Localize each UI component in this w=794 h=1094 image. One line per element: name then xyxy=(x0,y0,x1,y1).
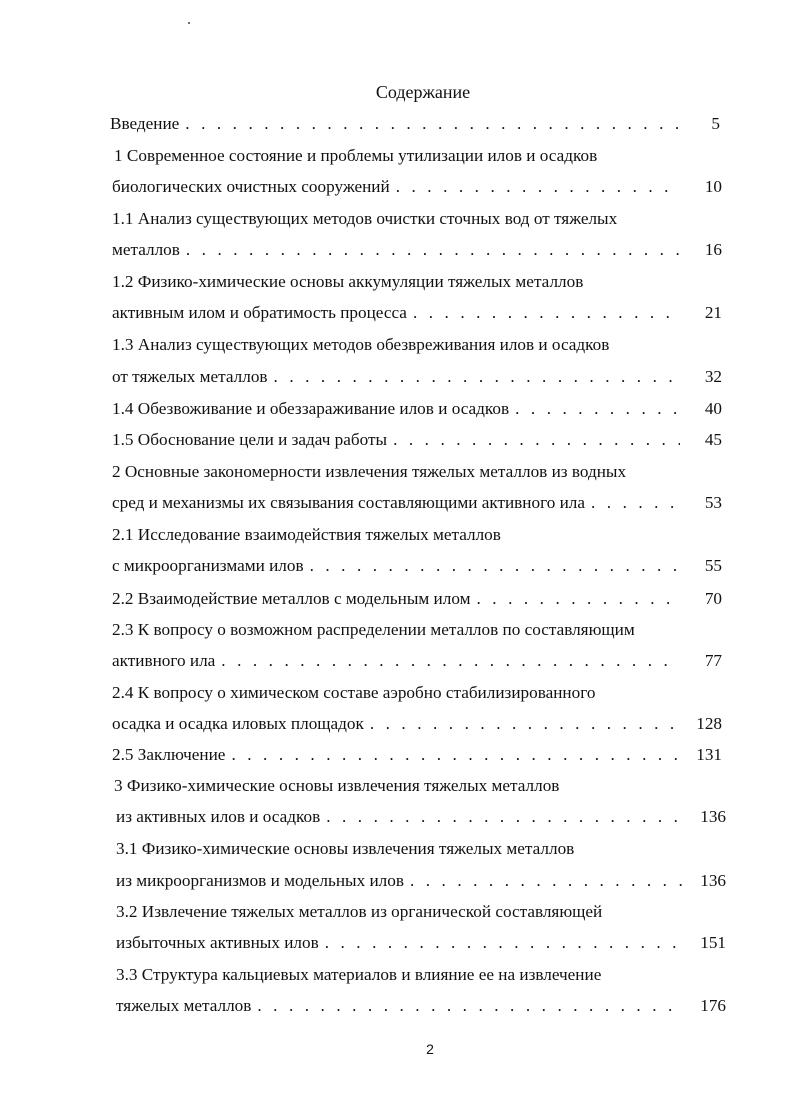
toc-entry-1-line1: 1 Современное состояние и проблемы утилизации илов и осадков xyxy=(114,146,598,165)
toc-page-number: 136 xyxy=(700,871,726,890)
toc-entry-intro xyxy=(110,111,720,137)
toc-entry-1-1-line1: 1.1 Анализ существующих методов очистки сточных вод от тяжелых xyxy=(112,209,618,228)
toc-entry-title: металлов xyxy=(112,240,180,259)
toc-entry-3-2 xyxy=(116,930,726,956)
toc-entry-title: тяжелых металлов xyxy=(116,996,252,1015)
toc-leader-dots xyxy=(515,396,680,422)
toc-page-number: 55 xyxy=(704,556,722,575)
toc-entry-title: биологических очистных сооружений xyxy=(112,177,390,196)
toc-entry-2-4-line1: 2.4 К вопросу о химическом составе аэробно стабилизированного xyxy=(112,683,596,702)
toc-leader-dots xyxy=(186,237,680,263)
toc-page-number: 5 xyxy=(711,114,720,133)
toc-entry-3-1-line1: 3.1 Физико-химические основы извлечения тяжелых металлов xyxy=(116,839,575,858)
toc-leader-dots xyxy=(185,111,678,137)
toc-entry-title: 2.2 Взаимодействие металлов с модельным илом xyxy=(112,589,471,608)
toc-entry-2-1 xyxy=(112,553,722,579)
page-title: Содержание xyxy=(375,82,471,102)
toc-entry-title: 1.5 Обоснование цели и задач работы xyxy=(112,430,388,449)
toc-page-number: 16 xyxy=(704,240,722,259)
toc-entry-title: осадка и осадка иловых площадок xyxy=(112,714,364,733)
toc-entry-title: избыточных активных илов xyxy=(116,933,319,952)
toc-page-number: 10 xyxy=(704,177,722,196)
toc-entry-2-3-line1: 2.3 К вопросу о возможном распределении металлов по составляющим xyxy=(112,620,635,639)
toc-leader-dots xyxy=(393,427,680,453)
toc-entry-title: с микроорганизмами илов xyxy=(112,556,304,575)
toc-entry-3 xyxy=(116,804,726,830)
toc-page-number: 45 xyxy=(704,430,722,449)
toc-page-number: 70 xyxy=(704,589,722,608)
toc-entry-title: из активных илов и осадков xyxy=(116,807,321,826)
toc-page-number: 77 xyxy=(704,651,722,670)
toc-entry-1-2 xyxy=(112,300,722,326)
toc-entry-2-5 xyxy=(112,742,722,768)
toc-entry-2-4 xyxy=(112,711,722,737)
toc-page-number: 21 xyxy=(704,303,722,322)
toc-leader-dots xyxy=(274,364,680,390)
toc-entry-3-2-line1: 3.2 Извлечение тяжелых металлов из органической составляющей xyxy=(116,902,603,921)
toc-entry-title: от тяжелых металлов xyxy=(112,367,268,386)
toc-leader-dots xyxy=(257,993,684,1019)
toc-leader-dots xyxy=(413,300,680,326)
toc-leader-dots xyxy=(591,490,680,516)
toc-entry-2-3 xyxy=(112,648,722,674)
toc-entry-1-1 xyxy=(112,237,722,263)
toc-page-number: 136 xyxy=(700,807,726,826)
toc-leader-dots xyxy=(476,586,680,612)
toc-leader-dots xyxy=(410,868,684,894)
toc-page-number: 40 xyxy=(704,399,722,418)
toc-entry-title: Введение xyxy=(110,114,180,133)
toc-entry-1-5 xyxy=(112,427,722,453)
toc-page-number: 176 xyxy=(700,996,726,1015)
toc-entry-title: 2.5 Заключение xyxy=(112,745,226,764)
toc-leader-dots xyxy=(326,804,684,830)
toc-page-number: 151 xyxy=(700,933,726,952)
toc-entry-2-line1: 2 Основные закономерности извлечения тяжелых металлов из водных xyxy=(112,462,627,481)
toc-entry-2 xyxy=(112,490,722,516)
toc-entry-1-4 xyxy=(112,396,722,422)
toc-entry-3-3-line1: 3.3 Структура кальциевых материалов и влияние ее на извлечение xyxy=(116,965,602,984)
toc-entry-title: сред и механизмы их связывания составляющими активного ила xyxy=(112,493,585,512)
toc-entry-title: из микроорганизмов и модельных илов xyxy=(116,871,404,890)
toc-entry-2-2 xyxy=(112,586,722,612)
page-number: 2 xyxy=(426,1041,434,1057)
toc-page-number: 53 xyxy=(704,493,722,512)
toc-page-number: 128 xyxy=(696,714,722,733)
toc-leader-dots xyxy=(231,742,680,768)
toc-entry-3-1 xyxy=(116,868,726,894)
scan-speck xyxy=(188,22,190,24)
toc-page-number: 32 xyxy=(704,367,722,386)
toc-entry-title: активного ила xyxy=(112,651,216,670)
toc-entry-3-line1: 3 Физико-химические основы извлечения тяжелых металлов xyxy=(114,776,560,795)
toc-leader-dots xyxy=(396,174,680,200)
toc-entry-3-3 xyxy=(116,993,726,1019)
toc-entry-1-3 xyxy=(112,364,722,390)
toc-entry-2-1-line1: 2.1 Исследование взаимодействия тяжелых металлов xyxy=(112,525,501,544)
toc-leader-dots xyxy=(221,648,680,674)
toc-entry-1-3-line1: 1.3 Анализ существующих методов обезвреживания илов и осадков xyxy=(112,335,610,354)
toc-page-number: 131 xyxy=(696,745,722,764)
toc-leader-dots xyxy=(325,930,684,956)
toc-entry-1 xyxy=(112,174,722,200)
toc-entry-title: 1.4 Обезвоживание и обеззараживание илов и осадков xyxy=(112,399,510,418)
toc-leader-dots xyxy=(310,553,680,579)
toc-leader-dots xyxy=(370,711,680,737)
toc-entry-title: активным илом и обратимость процесса xyxy=(112,303,407,322)
toc-entry-1-2-line1: 1.2 Физико-химические основы аккумуляции тяжелых металлов xyxy=(112,272,584,291)
